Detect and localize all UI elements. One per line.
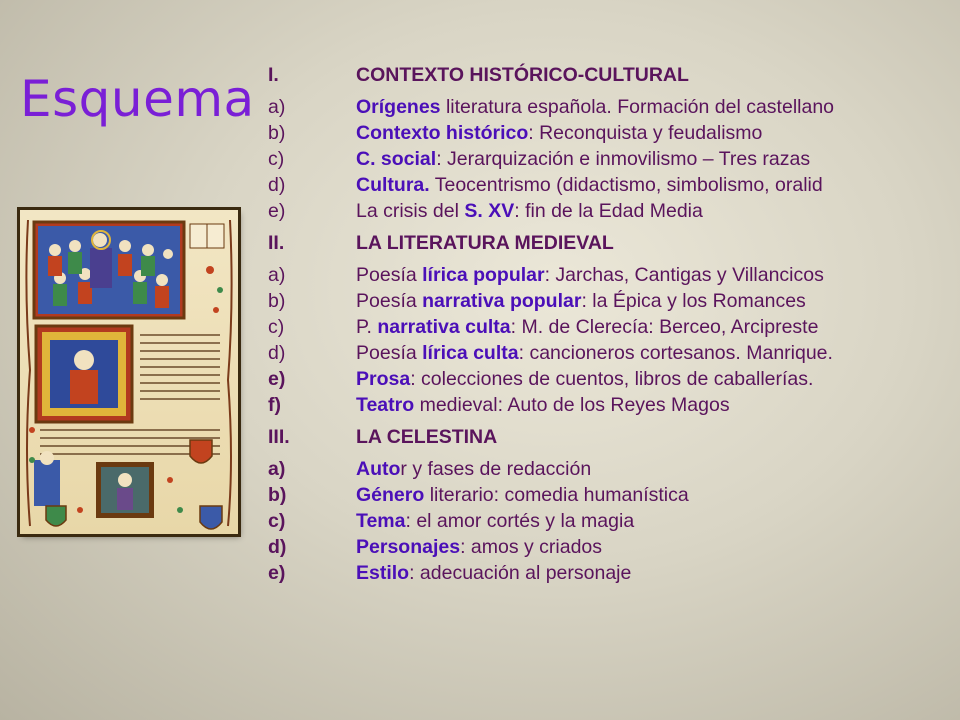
outline-text-prefix: Poesía <box>356 264 423 286</box>
outline-text-prefix: Poesía <box>356 290 423 312</box>
outline-marker: III. <box>268 426 290 448</box>
outline-highlight: Prosa <box>356 368 411 390</box>
outline-text-rest: : Jarchas, Cantigas y Villancicos <box>544 264 824 286</box>
outline-highlight: lírica culta <box>422 342 519 364</box>
outline-text <box>356 366 813 392</box>
outline-text: CONTEXTO HISTÓRICO-CULTURAL <box>356 64 689 86</box>
outline-text-rest: : M. de Clerecía: Berceo, Arcipreste <box>510 316 819 338</box>
outline-highlight: S. XV <box>464 200 515 222</box>
outline-highlight: narrativa popular <box>422 290 582 312</box>
outline-text <box>356 94 834 120</box>
outline-item <box>268 534 958 560</box>
outline-marker: a) <box>268 458 286 480</box>
outline-text <box>356 392 730 418</box>
outline-item <box>268 288 958 314</box>
outline-marker: I. <box>268 64 279 86</box>
outline-text: LA CELESTINA <box>356 426 498 448</box>
outline-text-rest: Teocentrismo (didactismo, simbolismo, oralid <box>429 174 823 196</box>
outline-marker: e) <box>268 562 286 584</box>
outline-item <box>268 340 958 366</box>
outline-list <box>268 62 958 586</box>
outline-item <box>268 366 958 392</box>
outline-text-rest: literario: comedia humanística <box>424 484 689 506</box>
outline-marker: c) <box>268 316 285 338</box>
outline-highlight: C. social <box>356 148 437 170</box>
outline-highlight: Tema <box>356 510 406 532</box>
outline-item <box>268 262 958 288</box>
outline-text-prefix: P. <box>356 316 378 338</box>
outline-item <box>268 392 958 418</box>
outline-item <box>268 94 958 120</box>
outline-text <box>356 262 824 288</box>
outline-text <box>356 456 591 482</box>
outline-text <box>356 482 689 508</box>
slide-title: Esquema <box>20 70 255 128</box>
outline-highlight: Teatro <box>356 394 415 416</box>
outline-marker: II. <box>268 232 285 254</box>
outline-text <box>356 120 762 146</box>
outline-highlight: Auto <box>356 458 401 480</box>
outline-marker: c) <box>268 510 286 532</box>
outline-text-prefix: Poesía <box>356 342 423 364</box>
outline-marker: d) <box>268 342 286 364</box>
outline-marker: b) <box>268 290 286 312</box>
outline-text: LA LITERATURA MEDIEVAL <box>356 232 614 254</box>
manuscript-image <box>20 210 238 534</box>
outline-item <box>268 508 958 534</box>
outline-item <box>268 120 958 146</box>
outline-text-rest: : Reconquista y feudalismo <box>528 122 763 144</box>
outline-text <box>356 534 602 560</box>
outline-item <box>268 172 958 198</box>
outline-item <box>268 314 958 340</box>
outline-marker: a) <box>268 96 286 118</box>
outline-text <box>356 340 833 366</box>
outline-item <box>268 198 958 224</box>
outline-item <box>268 482 958 508</box>
outline-text-rest: : la Épica y los Romances <box>581 290 806 312</box>
outline-marker: e) <box>268 368 286 390</box>
outline-marker: e) <box>268 200 286 222</box>
outline-text <box>356 314 818 340</box>
outline-highlight: narrativa culta <box>377 316 511 338</box>
outline-text-rest: : el amor cortés y la magia <box>405 510 635 532</box>
outline-section <box>268 230 958 256</box>
outline-text-rest: literatura española. Formación del castellano <box>440 96 835 118</box>
outline-item <box>268 456 958 482</box>
outline-text-rest: : amos y criados <box>460 536 603 558</box>
outline-text <box>356 146 810 172</box>
outline-text-rest: : cancioneros cortesanos. Manrique. <box>518 342 833 364</box>
outline-text <box>356 198 703 224</box>
outline-text <box>356 172 823 198</box>
outline-marker: d) <box>268 174 286 196</box>
outline-item <box>268 146 958 172</box>
outline-text-rest: : colecciones de cuentos, libros de caballerías. <box>410 368 814 390</box>
outline-highlight: Contexto histórico <box>356 122 529 144</box>
outline-text-rest: : fin de la Edad Media <box>514 200 703 222</box>
outline-marker: d) <box>268 536 287 558</box>
outline-highlight: Estilo <box>356 562 410 584</box>
outline-highlight: Orígenes <box>356 96 441 118</box>
outline-marker: a) <box>268 264 286 286</box>
outline-text-rest: : Jerarquización e inmovilismo – Tres razas <box>436 148 811 170</box>
manuscript-illustration <box>20 210 238 534</box>
outline-highlight: Personajes <box>356 536 461 558</box>
outline-section <box>268 62 958 88</box>
outline-highlight: Cultura. <box>356 174 430 196</box>
outline-section <box>268 424 958 450</box>
outline-item <box>268 560 958 586</box>
outline-text-rest: : adecuación al personaje <box>409 562 632 584</box>
outline-text <box>356 560 631 586</box>
outline-text <box>356 288 806 314</box>
outline-highlight: lírica popular <box>422 264 545 286</box>
outline-marker: b) <box>268 122 286 144</box>
outline-marker: c) <box>268 148 285 170</box>
outline-marker: b) <box>268 484 287 506</box>
outline-text-prefix: La crisis del <box>356 200 465 222</box>
outline-text <box>356 508 634 534</box>
outline-highlight: Género <box>356 484 425 506</box>
outline-text-rest: r y fases de redacción <box>400 458 592 480</box>
outline-text-rest: medieval: Auto de los Reyes Magos <box>414 394 730 416</box>
outline-marker: f) <box>268 394 281 416</box>
